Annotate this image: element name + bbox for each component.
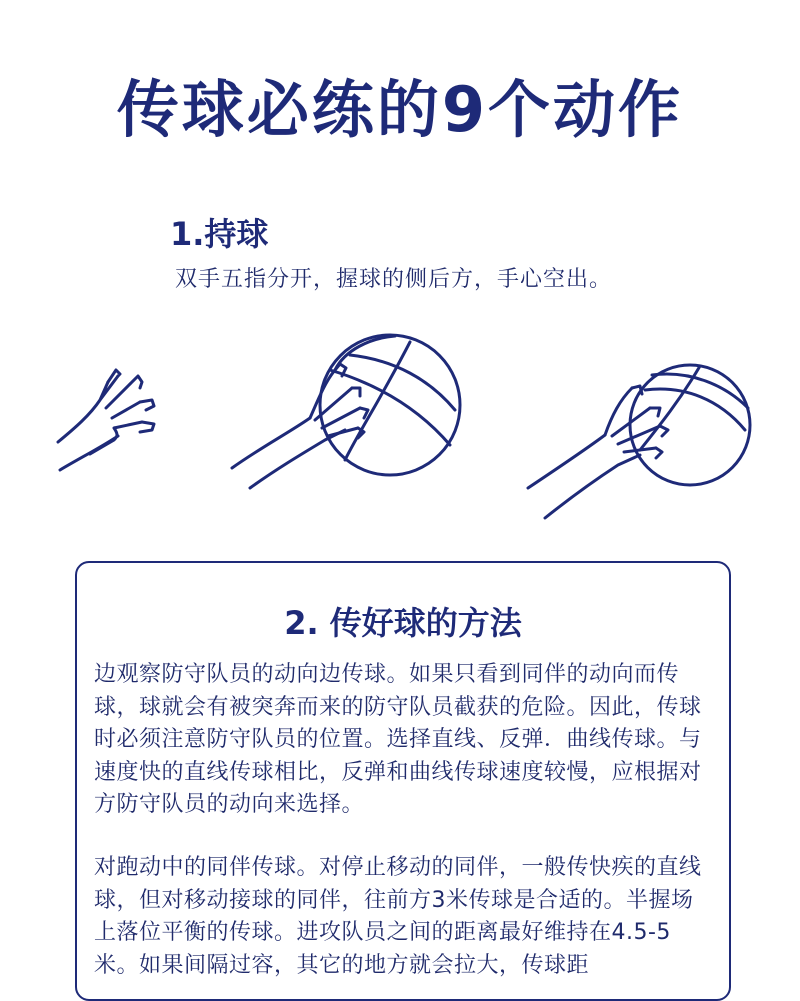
ball-holding-illustration xyxy=(0,330,800,540)
section-2-paragraph-2: 对跑动中的同伴传球。对停止移动的同伴，一般传快疾的直线球，但对移动接球的同伴，往前方3米传球是合适的。半握场上落位平衡的传球。进攻队员之间的距离最好维持在4.5-5米。如果间隔过容，其它的地方就会拉大，传球距 xyxy=(94,855,702,978)
hand-holding-ball-icon xyxy=(232,364,368,488)
section-1-heading: 1.持球 xyxy=(170,215,269,253)
section-2-paragraph-1: 边观察防守队员的动向边传球。如果只看到同伴的动向而传球，球就会有被突奔而来的防守队员截获的危险。因此，传球时必须注意防守队员的位置。选择直线、反弹．曲线传球。与速度快的直线传球相比，反弹和曲线传球速度较慢，应根据对方防守队员的动向来选择。 xyxy=(94,662,702,817)
section-2-heading: 2. 传好球的方法 xyxy=(284,604,522,642)
hand-gripping-ball-icon xyxy=(528,386,668,518)
page-title: 传球必练的9个动作 xyxy=(116,73,684,146)
basketball-side-icon xyxy=(630,365,750,485)
section-1-text: 双手五指分开，握球的侧后方，手心空出。 xyxy=(175,267,613,292)
basketball-icon xyxy=(320,335,460,475)
passing-method-card xyxy=(75,561,731,1001)
open-hand-icon xyxy=(58,370,154,470)
